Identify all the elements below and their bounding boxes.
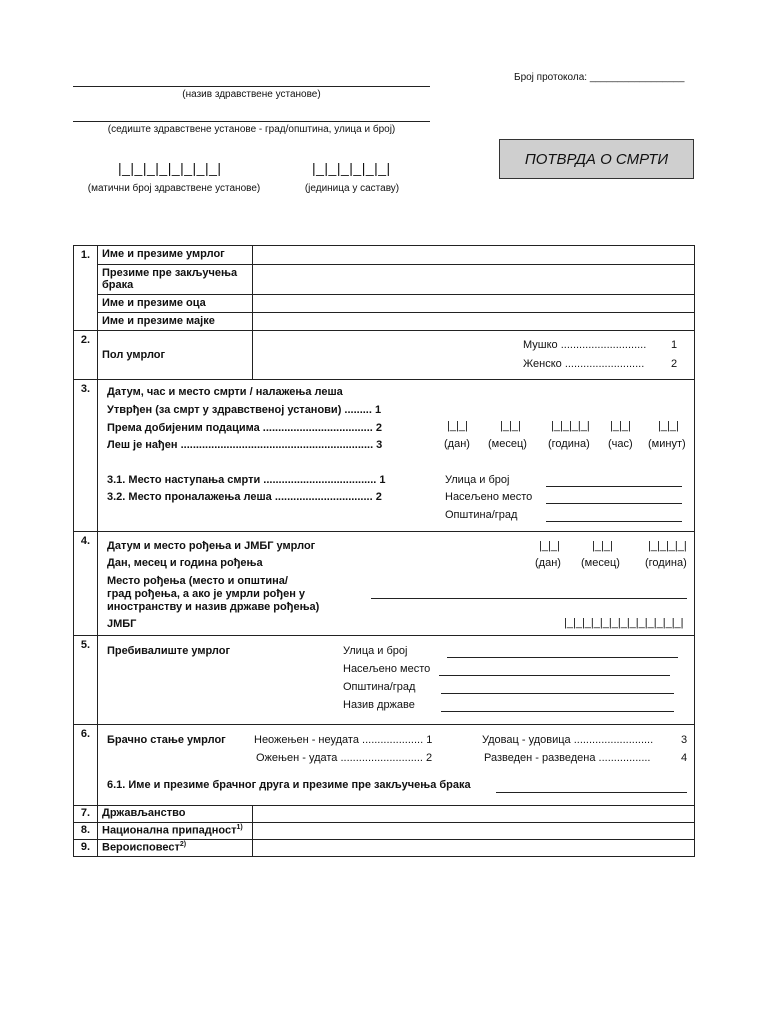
section-3-number: 3. (74, 380, 98, 532)
sex-male-code: 1 (671, 339, 678, 351)
death-heading: Датум, час и место смрти / налажења леша (107, 386, 343, 398)
marital-divorced-option[interactable]: Разведен - разведена ................. (484, 752, 651, 764)
row-residence (74, 636, 695, 725)
sex-female-code: 2 (671, 358, 678, 370)
death-street-label: Улица и број (445, 474, 510, 486)
section-5-number: 5. (74, 636, 98, 725)
citizenship-label: Држављанство (98, 806, 253, 823)
maiden-name-field[interactable] (253, 265, 695, 295)
institution-id-boxes[interactable]: |_|_|_|_|_|_|_|_| (118, 160, 222, 176)
religion-footnote: 2) (179, 841, 187, 848)
section-6-number: 6. (74, 725, 98, 806)
birth-place-label-3: иностранству и назив државе рођења) (107, 601, 320, 613)
institution-id-caption: (матични број здравствене установе) (87, 183, 261, 194)
row-religion (74, 840, 695, 857)
nationality-label: Национална припадност (102, 824, 237, 837)
form-title: ПОТВРДА О СМРТИ (499, 139, 694, 179)
death-day-label: (дан) (444, 438, 470, 450)
deceased-name-label: Име и презиме умрлог (98, 246, 253, 265)
row-father-name (74, 295, 695, 313)
row-sex (74, 331, 695, 380)
unit-caption: (јединица у саставу) (304, 183, 400, 194)
mother-name-label: Име и презиме мајке (98, 313, 253, 331)
birth-month-label: (месец) (581, 557, 620, 569)
row-birth-details (74, 532, 695, 636)
institution-seat-line[interactable] (73, 121, 430, 122)
death-month-label: (месец) (488, 438, 527, 450)
row-maiden-name (74, 265, 695, 295)
residence-country-label: Назив државе (343, 699, 415, 711)
section-7-number: 7. (74, 806, 98, 823)
row-death-details (74, 380, 695, 532)
father-name-label: Име и презиме оца (98, 295, 253, 313)
residence-municipality-label: Општина/град (343, 681, 416, 693)
unit-boxes[interactable]: |_|_|_|_|_|_| (312, 160, 391, 176)
residence-country-field[interactable] (441, 711, 674, 712)
jmbg-label: ЈМБГ (107, 618, 137, 630)
marital-widowed-option[interactable]: Удовац - удовица .......................... (482, 734, 654, 746)
section-8-number: 8. (74, 823, 98, 840)
death-minute-label: (минут) (648, 438, 686, 450)
row-marital-status (74, 725, 695, 806)
death-settlement-field[interactable] (546, 503, 682, 504)
religion-label: Вероисповест (102, 841, 180, 854)
marital-status-label: Брачно стање умрлог (107, 734, 226, 746)
birth-place-label-1: Место рођења (место и општина/ (107, 575, 288, 587)
death-day-boxes[interactable]: |_|_| (447, 420, 468, 432)
protocol-line[interactable]: _________________ (589, 72, 685, 83)
nationality-field[interactable] (253, 823, 695, 840)
institution-name-line[interactable] (73, 86, 430, 87)
death-minute-boxes[interactable]: |_|_| (658, 420, 679, 432)
death-confirmed-option[interactable]: Утврђен (за смрт у здравственој установи) ......... 1 (107, 404, 382, 416)
birth-place-field[interactable] (371, 598, 687, 599)
death-year-label: (година) (548, 438, 590, 450)
death-hour-label: (час) (608, 438, 633, 450)
marital-married-option[interactable]: Ожењен - удата ........................... 2 (256, 752, 433, 764)
birth-date-label: Дан, месец и година рођења (107, 557, 263, 569)
maiden-name-label: Презиме пре закључења брака (98, 265, 253, 295)
father-name-field[interactable] (253, 295, 695, 313)
religion-label-cell (98, 840, 253, 857)
birth-heading: Датум и место рођења и ЈМБГ умрлог (107, 540, 316, 552)
marital-status-cell (98, 725, 695, 806)
residence-settlement-field[interactable] (439, 675, 670, 676)
spouse-name-label: 6.1. Име и презиме брачног друга и презиме пре закључења брака (107, 779, 471, 791)
row-mother-name (74, 313, 695, 331)
marital-single-option[interactable]: Неожењен - неудата .................... 1 (254, 734, 433, 746)
sex-label: Пол умрлог (98, 331, 253, 380)
death-municipality-label: Општина/град (445, 509, 518, 521)
birth-day-boxes[interactable]: |_|_| (539, 540, 560, 552)
deceased-name-field[interactable] (253, 246, 695, 265)
death-street-field[interactable] (546, 486, 682, 487)
citizenship-field[interactable] (253, 806, 695, 823)
row-citizenship (74, 806, 695, 823)
row-deceased-name (74, 246, 695, 265)
marital-widowed-code: 3 (681, 734, 688, 746)
sex-male-option[interactable]: Мушко ............................ (523, 339, 647, 351)
sex-female-option[interactable]: Женско .......................... (523, 358, 645, 370)
birth-year-boxes[interactable]: |_|_|_|_| (648, 540, 687, 552)
jmbg-boxes[interactable]: |_|_|_|_|_|_|_|_|_|_|_|_|_| (564, 617, 684, 629)
birth-place-label-2: град рођења, а ако је умрли рођен у (107, 588, 306, 600)
residence-label: Пребивалиште умрлог (107, 645, 231, 657)
institution-name-caption: (назив здравствене установе) (182, 89, 321, 100)
sex-options (253, 331, 695, 380)
death-month-boxes[interactable]: |_|_| (500, 420, 521, 432)
birth-details-cell (98, 532, 695, 636)
section-4-number: 4. (74, 532, 98, 636)
death-hour-boxes[interactable]: |_|_| (610, 420, 631, 432)
nationality-label-cell (98, 823, 253, 840)
section-9-number: 9. (74, 840, 98, 857)
residence-settlement-label: Насељено место (343, 663, 431, 675)
row-nationality (74, 823, 695, 840)
institution-seat-caption: (седиште здравствене установе - град/општина, улица и број) (107, 124, 396, 135)
marital-divorced-code: 4 (681, 752, 688, 764)
residence-street-label: Улица и број (343, 645, 408, 657)
nationality-footnote: 1) (236, 824, 243, 831)
place-of-death-option[interactable]: 3.1. Место наступања смрти ..................................... 1 (107, 474, 386, 486)
birth-day-label: (дан) (535, 557, 561, 569)
protocol-label: Број протокола: (514, 72, 588, 83)
residence-cell (98, 636, 695, 725)
place-found-option[interactable]: 3.2. Место проналажења леша ................................ 2 (107, 491, 382, 503)
mother-name-field[interactable] (253, 313, 695, 331)
birth-month-boxes[interactable]: |_|_| (592, 540, 613, 552)
birth-year-label: (година) (645, 557, 687, 569)
section-2-number: 2. (74, 331, 98, 380)
residence-municipality-field[interactable] (441, 693, 674, 694)
death-certificate-table (73, 245, 695, 857)
section-1-number: 1. (74, 246, 98, 331)
death-year-boxes[interactable]: |_|_|_|_| (551, 420, 590, 432)
death-reported-option[interactable]: Према добијеним подацима .................................... 2 (107, 422, 382, 434)
death-settlement-label: Насељено место (445, 491, 533, 503)
protocol-number[interactable] (514, 72, 684, 83)
death-municipality-field[interactable] (546, 521, 682, 522)
religion-field[interactable] (253, 840, 695, 857)
spouse-name-field[interactable] (496, 792, 687, 793)
residence-street-field[interactable] (447, 657, 678, 658)
body-found-option[interactable]: Леш је нађен ............................................................... 3 (107, 439, 383, 451)
death-details-cell (98, 380, 695, 532)
